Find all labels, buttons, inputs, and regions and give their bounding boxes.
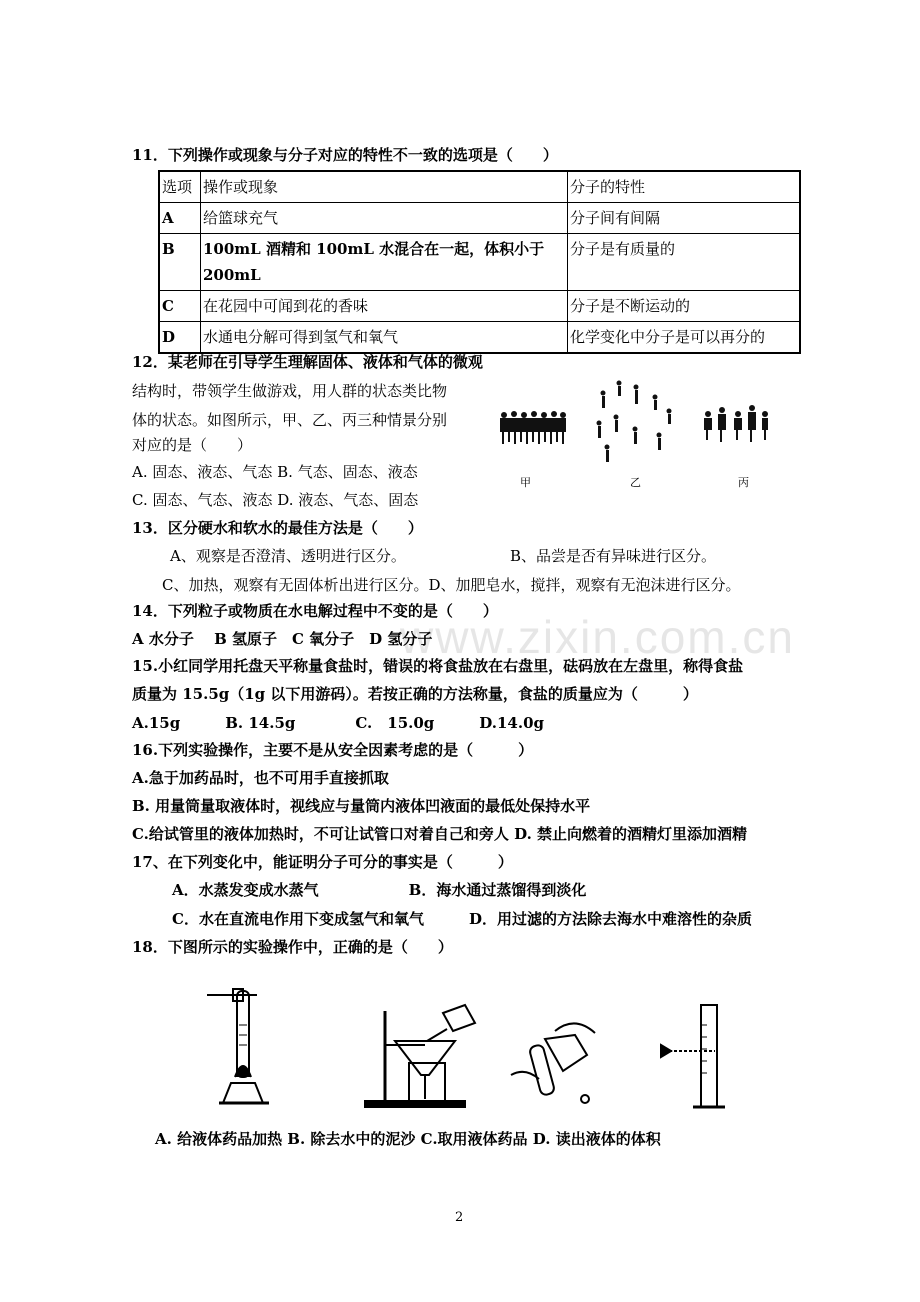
q12-line: 12．某老师在引导学生理解固体、液体和气体的微观 — [132, 353, 483, 371]
q16-options-cd: C.给试管里的液体加热时，不可让试管口对着自己和旁人 D. 禁止向燃着的酒精灯里添加酒精 — [132, 825, 748, 843]
crowd-solid-icon — [500, 411, 566, 444]
figure-label-yi: 乙 — [630, 476, 641, 489]
q13-option-b: B、品尝是否有异味进行区分。 — [510, 547, 717, 565]
page-number: 2 — [455, 1210, 464, 1225]
q15-line2: 质量为 15.5g（1g 以下用游码）。若按正确的方法称量，食盐的质量应为（ ） — [132, 685, 698, 703]
test-tube-heating-icon — [207, 989, 269, 1103]
q15-options: A.15g B. 14.5g C. 15.0g D.14.0g — [132, 714, 545, 732]
table-cell: 100mL 酒精和 100mL 水混合在一起，体积小于 200mL — [201, 234, 568, 291]
watermark: www.zixin.com.cn — [400, 611, 795, 663]
figure-label-jia: 甲 — [520, 476, 531, 489]
q12-options-ab: A. 固态、液态、气态 B. 气态、固态、液态 — [132, 463, 418, 481]
graduated-cylinder-icon — [661, 1005, 725, 1107]
table-cell: B — [159, 234, 201, 291]
filtration-icon — [365, 1005, 475, 1107]
q12-line: 结构时，带领学生做游戏，用人群的状态类比物 — [132, 382, 448, 400]
q12-line: 体的状态。如图所示，甲、乙、丙三种情景分别 — [132, 411, 448, 429]
q17-options-ab: A．水蒸发变成水蒸气 B．海水通过蒸馏得到淡化 — [172, 881, 587, 899]
q13-options-cd: C、加热，观察有无固体析出进行区分。D、加肥皂水，搅拌，观察有无泡沫进行区分。 — [162, 576, 741, 594]
q15-line1: 15.小红同学用托盘天平称量食盐时，错误的将食盐放在右盘里，砝码放在左盘里，称得食盐 — [132, 657, 744, 675]
q13-option-a: A、观察是否澄清、透明进行区分。 — [170, 547, 406, 565]
q11-table — [158, 170, 801, 354]
table-cell: 水通电分解可得到氢气和氧气 — [201, 322, 568, 354]
q17-options-cd: C．水在直流电作用下变成氢气和氧气 D．用过滤的方法除去海水中难溶性的杂质 — [172, 910, 752, 928]
q12-figure — [490, 378, 780, 488]
q16-option-a: A.急于加药品时，也不可用手直接抓取 — [132, 769, 389, 787]
table-header-cell: 分子的特性 — [568, 171, 801, 203]
q13-stem: 13．区分硬水和软水的最佳方法是（ ） — [132, 519, 423, 537]
table-row — [159, 234, 800, 291]
table-cell: 在花园中可闻到花的香味 — [201, 291, 568, 322]
q18-caption: A. 给液体药品加热 B. 除去水中的泥沙 C.取用液体药品 D. 读出液体的体积 — [155, 1130, 661, 1148]
table-row — [159, 171, 800, 203]
table-cell: C — [159, 291, 201, 322]
q17-stem: 17、在下列变化中，能证明分子可分的事实是（ ） — [132, 853, 513, 871]
q12-line: 对应的是（ ） — [132, 436, 253, 454]
table-row — [159, 291, 800, 322]
q16-stem: 16.下列实验操作，主要不是从安全因素考虑的是（ ） — [132, 741, 534, 759]
crowd-liquid-icon — [704, 405, 768, 442]
q14-options: A 水分子 B 氢原子 C 氧分子 D 氢分子 — [132, 630, 433, 648]
dropper-icon — [511, 1023, 595, 1103]
table-cell: 化学变化中分子是可以再分的 — [568, 322, 801, 354]
table-cell: D — [159, 322, 201, 354]
table-cell: 分子间有间隔 — [568, 203, 801, 234]
q18-figure — [195, 975, 735, 1115]
table-cell: 给篮球充气 — [201, 203, 568, 234]
table-cell: 分子是有质量的 — [568, 234, 801, 291]
table-row — [159, 203, 800, 234]
table-cell: A — [159, 203, 201, 234]
table-cell: 分子是不断运动的 — [568, 291, 801, 322]
table-row — [159, 322, 800, 354]
q12-options-cd: C. 固态、气态、液态 D. 液态、气态、固态 — [132, 491, 419, 509]
q11-stem: 11．下列操作或现象与分子对应的特性不一致的选项是（ ） — [132, 146, 558, 164]
q14-stem: 14．下列粒子或物质在水电解过程中不变的是（ ） — [132, 602, 498, 620]
table-header-cell: 选项 — [159, 171, 201, 203]
q18-stem: 18．下图所示的实验操作中，正确的是（ ） — [132, 938, 453, 956]
crowd-gas-icon — [597, 381, 672, 463]
figure-label-bing: 丙 — [738, 476, 749, 489]
table-header-cell: 操作或现象 — [201, 171, 568, 203]
q16-option-b: B. 用量筒量取液体时，视线应与量筒内液体凹液面的最低处保持水平 — [132, 797, 591, 815]
